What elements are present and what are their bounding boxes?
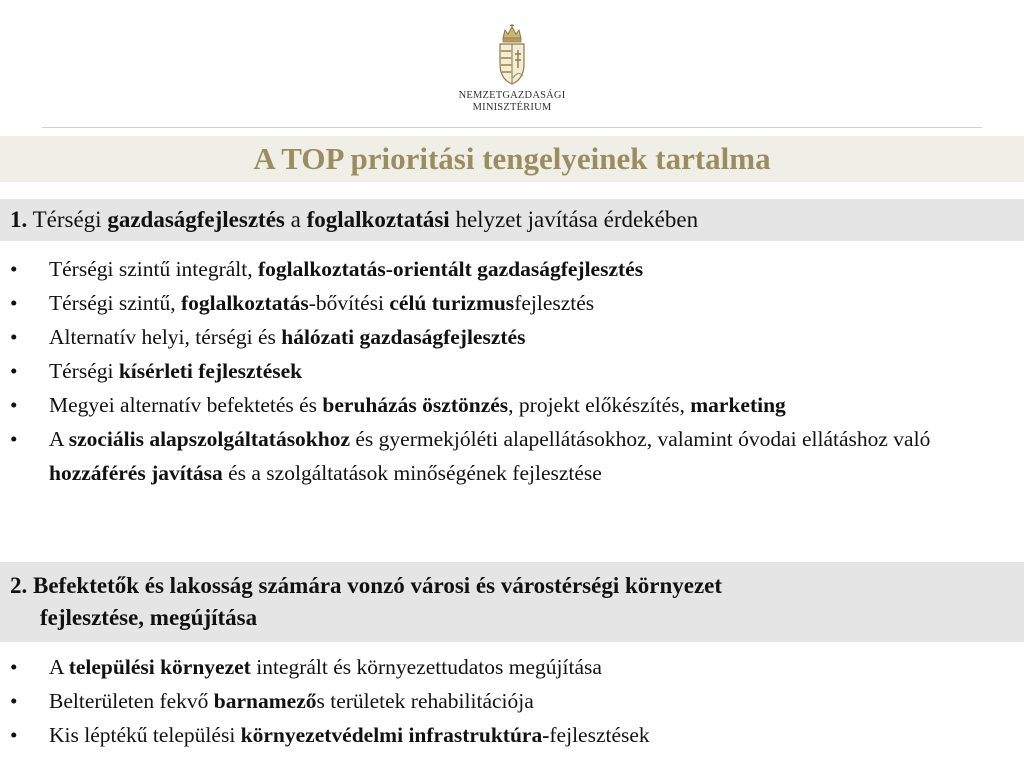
header-divider <box>42 127 982 128</box>
title-band <box>0 136 1024 182</box>
ministry-name-line1: NEMZETGAZDASÁGI <box>458 90 566 101</box>
section-1-text: Térségi gazdaságfejlesztés a foglalkoztatási helyzet javítása érdekében <box>32 207 699 232</box>
list-item: • A szociális alapszolgáltatásokhoz és gyermekjóléti alapellátásokhoz, valamint óvodai ellátáshoz való hozzáférés javítása és a szolgáltatások minőségének fejlesztése <box>0 422 1010 490</box>
list-item: • A települési környezet integrált és környezettudatos megújítása <box>0 650 1010 684</box>
section-2-bullet-list <box>0 650 1010 752</box>
list-item: • Alternatív helyi, térségi és hálózati gazdaságfejlesztés <box>0 320 1010 354</box>
page-title: A TOP prioritási tengelyeinek tartalma <box>253 141 771 176</box>
section-1-number: 1. <box>10 207 28 232</box>
list-item: • Térségi kísérleti fejlesztések <box>0 354 1010 388</box>
list-item: • Kis léptékű települési környezetvédelmi infrastruktúra-fejlesztések <box>0 718 1010 752</box>
section-1-bullet-list <box>0 252 1010 490</box>
section-2-line1: 2. Befektetők és lakosság számára vonzó városi és várostérségi környezet <box>10 573 723 598</box>
hungarian-coat-of-arms-icon <box>497 24 527 86</box>
list-item: • Megyei alternatív befektetés és beruházás ösztönzés, projekt előkészítés, marketing <box>0 388 1010 422</box>
ministry-name <box>0 90 1024 114</box>
list-item: • Belterületen fekvő barnamezős területek rehabilitációja <box>0 684 1010 718</box>
ministry-name-line2: MINISZTÉRIUM <box>472 102 552 113</box>
list-item: • Térségi szintű, foglalkoztatás-bővítési célú turizmusfejlesztés <box>0 286 1010 320</box>
list-item: • Térségi szintű integrált, foglalkoztatás-orientált gazdaságfejlesztés <box>0 252 1010 286</box>
section-2-heading <box>0 562 1024 642</box>
ministry-logo <box>0 24 1024 114</box>
section-2-line2: fejlesztése, megújítása <box>40 605 258 630</box>
section-1-heading <box>0 199 1024 241</box>
